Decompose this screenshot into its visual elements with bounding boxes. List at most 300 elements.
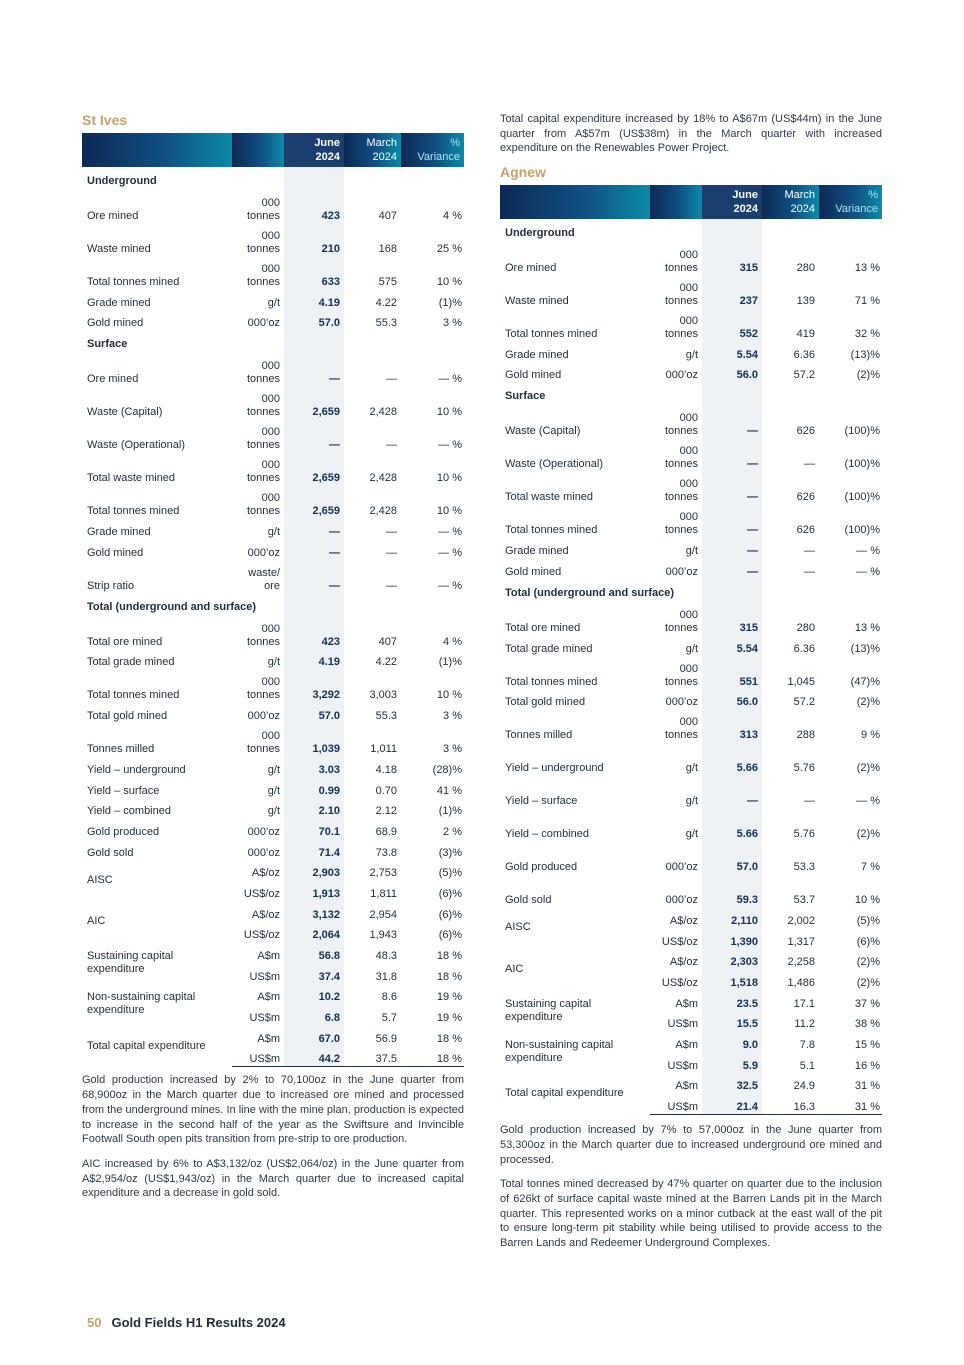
- june-value: 315: [702, 602, 762, 635]
- section-label: Total (underground and surface): [87, 600, 257, 613]
- table-row: [82, 860, 464, 881]
- unit-cell: 000’oz: [665, 894, 698, 907]
- table-row: [500, 341, 882, 362]
- header-unit: [232, 133, 284, 167]
- june-value: 10.2: [284, 984, 344, 1005]
- june-value: 67.0: [284, 1025, 344, 1046]
- june-value: 71.4: [284, 839, 344, 860]
- march-value: 5.76: [793, 762, 815, 775]
- june-value: 2,903: [284, 860, 344, 881]
- blank-cell: [401, 593, 464, 616]
- june-value: 21.4: [702, 1093, 762, 1114]
- june-value: 1,913: [284, 880, 344, 901]
- variance-value: — %: [438, 439, 462, 452]
- row-label: Waste (Capital): [505, 425, 581, 438]
- variance-value: (6)%: [438, 929, 462, 942]
- row-label: Yield – combined: [505, 828, 589, 841]
- march-value: 24.9: [793, 1080, 815, 1093]
- st-ives-paragraph-1: Gold production increased by 2% to 70,100oz in the June quarter from 68,900oz in the March quarter due to increased ore mined and processed from the underground mines. In line with the mine plan, production is expected to increase in the second half of the year as the Swiftsure and Invincible Footwall South open pits transition from pre-strip to ore production.: [82, 1074, 464, 1146]
- header-march: [344, 133, 401, 167]
- unit-cell: g/t: [267, 805, 280, 818]
- row-label: Grade mined: [505, 545, 569, 558]
- variance-value: 19 %: [436, 991, 462, 1004]
- unit-cell: A$m: [675, 997, 698, 1010]
- variance-value: 38 %: [854, 1018, 880, 1031]
- march-value: 139: [796, 295, 815, 308]
- june-cell: [284, 593, 344, 616]
- agnew-title: Agnew: [500, 164, 546, 181]
- unit-cell: g/t: [267, 763, 280, 776]
- row-label: AIC: [505, 962, 524, 975]
- june-value: —: [702, 558, 762, 579]
- unit-cell: US$/oz: [661, 976, 698, 989]
- blank-cell: [762, 579, 819, 602]
- header-june-label: June 2024: [314, 137, 340, 163]
- variance-value: 10 %: [436, 689, 462, 702]
- variance-value: 3 %: [443, 317, 462, 330]
- variance-value: 10 %: [436, 276, 462, 288]
- row-label: Sustaining capital expenditure: [505, 997, 592, 1023]
- variance-value: (6)%: [856, 935, 880, 948]
- row-label: Ore mined: [87, 210, 139, 222]
- march-value: —: [804, 565, 815, 578]
- table-row: [82, 723, 464, 756]
- row-label: Waste (Operational): [87, 439, 186, 452]
- june-cell: [284, 167, 344, 190]
- march-value: 48.3: [375, 950, 397, 962]
- june-value: 4.19: [284, 649, 344, 670]
- june-value: —: [284, 539, 344, 560]
- table-row: [82, 518, 464, 539]
- variance-value: 10 %: [854, 894, 880, 907]
- unit-cell: A$m: [257, 1032, 280, 1045]
- march-value: —: [386, 439, 397, 452]
- march-value: 575: [378, 276, 397, 288]
- row-label: Non-sustaining capital expenditure: [505, 1039, 614, 1065]
- table-row: [500, 405, 882, 438]
- march-value: —: [804, 545, 815, 558]
- unit-cell: A$/oz: [669, 914, 698, 927]
- table-row: [500, 1073, 882, 1094]
- table-row: [500, 308, 882, 341]
- header-blank: [500, 185, 650, 219]
- variance-value: 7 %: [861, 861, 880, 874]
- variance-value: 18 %: [436, 970, 462, 983]
- row-label: Gold sold: [505, 894, 552, 907]
- blank-cell: [762, 382, 819, 405]
- unit-cell: US$/oz: [243, 929, 280, 942]
- march-value: 626: [796, 425, 815, 438]
- march-value: 31.8: [375, 970, 397, 983]
- row-label: Tonnes milled: [87, 743, 155, 756]
- unit-cell: US$/oz: [243, 887, 280, 900]
- variance-value: (2)%: [856, 369, 880, 382]
- section-row: [82, 330, 464, 353]
- variance-value: (6)%: [438, 908, 462, 921]
- march-value: 168: [378, 243, 397, 255]
- agnew-paragraph-2: Total tonnes mined decreased by 47% quarter on quarter due to the inclusion of 626kt of surface capital waste mined at the Barren Lands pit in the March quarter. This represented works on a minor cutback at the east wall of the pit to ensure long-term pit stability while being utilised to provide access to the Barren Lands and Redeemer Underground Complexes.: [500, 1178, 882, 1250]
- blank-cell: [819, 579, 882, 602]
- st-ives-table: [82, 133, 464, 1067]
- row-label: Ore mined: [505, 262, 557, 275]
- table-row: [500, 438, 882, 471]
- unit-cell: g/t: [685, 795, 698, 808]
- section-label: Underground: [87, 175, 157, 187]
- june-value: —: [702, 775, 762, 808]
- june-cell: [702, 579, 762, 602]
- march-value: 1,486: [787, 976, 815, 989]
- table-row: [82, 452, 464, 485]
- table-row: [500, 907, 882, 928]
- june-value: 23.5: [702, 990, 762, 1011]
- variance-value: 31 %: [854, 1080, 880, 1093]
- june-cell: [284, 330, 344, 353]
- variance-value: 3 %: [443, 743, 462, 756]
- section-row: [500, 382, 882, 405]
- header-variance-label: % Variance: [835, 189, 878, 216]
- march-value: 5.76: [793, 828, 815, 841]
- row-label: Waste mined: [87, 243, 151, 255]
- unit-cell: g/t: [685, 642, 698, 655]
- unit-cell: 000 tonnes: [246, 230, 280, 255]
- row-label: Total waste mined: [505, 491, 594, 504]
- june-value: 70.1: [284, 818, 344, 839]
- march-value: 2.12: [375, 805, 397, 818]
- table-row: [82, 616, 464, 649]
- june-value: 552: [702, 308, 762, 341]
- blank-cell: [344, 330, 401, 353]
- june-cell: [702, 219, 762, 242]
- march-value: 1,811: [370, 887, 397, 900]
- row-label: Gold produced: [505, 861, 578, 874]
- table-row: [500, 709, 882, 742]
- june-value: 56.0: [702, 362, 762, 383]
- table-row: [500, 275, 882, 308]
- march-value: 5.7: [381, 1012, 397, 1025]
- table-row: [82, 190, 464, 223]
- table-row: [500, 808, 882, 841]
- june-value: 56.8: [284, 942, 344, 963]
- header-unit: [650, 185, 702, 219]
- june-value: —: [284, 518, 344, 539]
- blank-cell: [819, 219, 882, 242]
- unit-cell: US$m: [232, 1046, 284, 1067]
- row-label: Tonnes milled: [505, 729, 573, 742]
- unit-cell: US$/oz: [661, 935, 698, 948]
- june-value: 6.8: [284, 1004, 344, 1025]
- june-value: 210: [284, 223, 344, 256]
- row-label: Total tonnes mined: [505, 675, 598, 688]
- june-value: 5.54: [702, 635, 762, 656]
- header-blank: [82, 133, 232, 167]
- row-label: Total tonnes mined: [505, 524, 598, 537]
- june-value: 3,132: [284, 901, 344, 922]
- variance-value: 19 %: [436, 1012, 462, 1025]
- june-value: 423: [284, 616, 344, 649]
- section-row: [500, 579, 882, 602]
- table-row: [82, 353, 464, 386]
- blank-cell: [819, 382, 882, 405]
- march-value: —: [804, 458, 815, 471]
- table-row: [82, 485, 464, 518]
- march-value: —: [804, 795, 815, 808]
- blank-cell: [401, 167, 464, 190]
- june-value: 423: [284, 190, 344, 223]
- unit-cell: 000 tonnes: [664, 608, 698, 634]
- june-value: —: [702, 471, 762, 504]
- march-value: 3,003: [369, 689, 397, 702]
- header-june: [702, 185, 762, 219]
- row-label: Waste (Operational): [505, 458, 604, 471]
- row-label: AIC: [87, 915, 106, 928]
- june-value: 1,518: [702, 969, 762, 990]
- variance-value: (1)%: [438, 656, 462, 669]
- blank-cell: [401, 330, 464, 353]
- june-value: 37.4: [284, 963, 344, 984]
- variance-value: 9 %: [861, 729, 880, 742]
- march-value: 4.18: [375, 763, 397, 776]
- row-label: Total waste mined: [87, 472, 176, 485]
- row-label: Yield – surface: [87, 784, 160, 797]
- march-value: 2,428: [369, 406, 397, 419]
- march-value: 73.8: [375, 846, 397, 859]
- variance-value: 18 %: [436, 950, 462, 962]
- variance-value: 32 %: [854, 328, 880, 341]
- variance-value: (2)%: [856, 828, 880, 841]
- unit-cell: 000 tonnes: [664, 315, 698, 341]
- table-row: [82, 984, 464, 1005]
- variance-value: (5)%: [438, 867, 462, 880]
- june-value: —: [284, 419, 344, 452]
- june-value: 15.5: [702, 1011, 762, 1032]
- unit-cell: 000 tonnes: [246, 360, 280, 386]
- march-value: 419: [796, 328, 815, 341]
- march-value: 2,002: [787, 914, 815, 927]
- march-value: 0.70: [375, 784, 397, 797]
- table-row: [82, 223, 464, 256]
- row-label: Gold produced: [87, 825, 160, 838]
- unit-cell: 000 tonnes: [664, 662, 698, 688]
- june-value: 56.0: [702, 689, 762, 710]
- unit-cell: 000 tonnes: [664, 282, 698, 308]
- variance-value: (100)%: [844, 491, 880, 504]
- variance-value: 10 %: [436, 472, 462, 485]
- row-label: Total capital expenditure: [87, 1039, 206, 1052]
- unit-cell: 000 tonnes: [246, 492, 280, 518]
- variance-value: (13)%: [850, 642, 880, 655]
- unit-cell: 000’oz: [665, 696, 698, 709]
- march-value: 288: [796, 729, 815, 742]
- march-value: 1,943: [369, 929, 397, 942]
- march-value: 1,317: [787, 935, 815, 948]
- unit-cell: 000 tonnes: [246, 459, 280, 485]
- row-label: Grade mined: [505, 348, 569, 361]
- row-label: Gold mined: [87, 546, 144, 559]
- section-row: [82, 593, 464, 616]
- st-ives-column: [82, 112, 464, 1211]
- unit-cell: 000 tonnes: [246, 263, 280, 288]
- variance-value: — %: [438, 526, 462, 539]
- unit-cell: 000’oz: [247, 846, 280, 859]
- header-march-label: March 2024: [784, 189, 815, 216]
- june-value: 313: [702, 709, 762, 742]
- march-value: 55.3: [375, 317, 397, 330]
- row-label: AISC: [87, 873, 113, 886]
- row-label: Total gold mined: [87, 710, 168, 723]
- march-value: 16.3: [762, 1093, 819, 1114]
- table-row: [82, 289, 464, 310]
- table-row: [500, 362, 882, 383]
- row-label: Total tonnes mined: [505, 328, 598, 341]
- march-value: 280: [796, 621, 815, 634]
- unit-cell: A$/oz: [251, 908, 280, 921]
- june-value: 315: [702, 242, 762, 275]
- row-label: Strip ratio: [87, 579, 135, 592]
- table-row: [500, 558, 882, 579]
- table-row: [82, 669, 464, 702]
- variance-value: (5)%: [856, 914, 880, 927]
- variance-value: 13 %: [854, 262, 880, 275]
- table-row: [82, 901, 464, 922]
- table-row: [82, 560, 464, 593]
- unit-cell: 000 tonnes: [246, 676, 280, 702]
- variance-value: (100)%: [844, 458, 880, 471]
- row-label: Total grade mined: [87, 656, 175, 669]
- unit-cell: g/t: [267, 526, 280, 539]
- june-value: —: [702, 504, 762, 537]
- march-value: 17.1: [793, 997, 815, 1010]
- table-row: [500, 990, 882, 1011]
- agnew-column: [500, 112, 882, 1261]
- header-variance: [819, 185, 882, 219]
- table-row: [82, 1025, 464, 1046]
- agnew-body: [500, 219, 882, 1115]
- table-row: [82, 649, 464, 670]
- variance-value: 18 %: [401, 1046, 464, 1067]
- variance-value: (3)%: [438, 846, 462, 859]
- unit-cell: 000 tonnes: [246, 197, 280, 222]
- blank-cell: [344, 167, 401, 190]
- row-label: Grade mined: [87, 296, 151, 309]
- unit-cell: A$m: [257, 991, 280, 1004]
- june-value: 237: [702, 275, 762, 308]
- unit-cell: 000’oz: [665, 861, 698, 874]
- june-value: 9.0: [702, 1031, 762, 1052]
- row-label: Yield – underground: [87, 763, 186, 776]
- unit-cell: 000 tonnes: [246, 622, 280, 648]
- march-value: 8.6: [381, 991, 397, 1004]
- unit-cell: g/t: [267, 296, 280, 309]
- june-value: 551: [702, 656, 762, 689]
- unit-cell: g/t: [685, 545, 698, 558]
- table-row: [82, 756, 464, 777]
- row-label: Grade mined: [87, 526, 151, 539]
- variance-value: — %: [438, 546, 462, 559]
- june-value: —: [702, 438, 762, 471]
- table-row: [500, 1031, 882, 1052]
- row-label: Ore mined: [87, 373, 139, 386]
- header-march-label: March 2024: [366, 137, 397, 163]
- row-label: Non-sustaining capital expenditure: [87, 991, 196, 1017]
- unit-cell: g/t: [267, 656, 280, 669]
- june-value: 57.0: [284, 702, 344, 723]
- variance-value: 13 %: [854, 621, 880, 634]
- march-value: 57.2: [793, 696, 815, 709]
- unit-cell: 000’oz: [247, 825, 280, 838]
- june-value: 2,110: [702, 907, 762, 928]
- table-row: [500, 602, 882, 635]
- row-label: Gold sold: [87, 846, 134, 859]
- variance-value: — %: [856, 565, 880, 578]
- june-value: 5.66: [702, 742, 762, 775]
- unit-cell: A$m: [675, 1039, 698, 1052]
- march-value: —: [386, 579, 397, 592]
- march-value: 280: [796, 262, 815, 275]
- march-value: 4.22: [375, 656, 397, 669]
- variance-value: (28)%: [432, 763, 462, 776]
- row-label: Yield – surface: [505, 795, 578, 808]
- unit-cell: 000 tonnes: [664, 412, 698, 438]
- section-label: Underground: [505, 227, 575, 240]
- table-row: [500, 504, 882, 537]
- agnew-table: [500, 185, 882, 1115]
- june-value: 3,292: [284, 669, 344, 702]
- row-label: AISC: [505, 921, 531, 934]
- unit-cell: US$m: [249, 1012, 280, 1025]
- variance-value: 16 %: [854, 1059, 880, 1072]
- june-value: 2,659: [284, 386, 344, 419]
- row-label: Sustaining capital expenditure: [87, 950, 174, 975]
- variance-value: 41 %: [436, 784, 462, 797]
- table-row: [82, 839, 464, 860]
- row-label: Total ore mined: [87, 635, 163, 648]
- unit-cell: A$m: [257, 950, 280, 962]
- june-value: 0.99: [284, 777, 344, 798]
- row-label: Gold mined: [505, 565, 562, 578]
- june-value: 4.19: [284, 289, 344, 310]
- header-variance: [401, 133, 464, 167]
- variance-value: 37 %: [854, 997, 880, 1010]
- unit-cell: 000’oz: [247, 546, 280, 559]
- unit-cell: 000’oz: [665, 369, 698, 382]
- page-footer: [87, 1315, 286, 1330]
- table-row: [500, 689, 882, 710]
- table-row: [500, 742, 882, 775]
- march-value: 37.5: [344, 1046, 401, 1067]
- variance-value: 25 %: [436, 243, 462, 255]
- variance-value: (6)%: [438, 887, 462, 900]
- table-row: [500, 841, 882, 874]
- unit-cell: 000 tonnes: [246, 393, 280, 419]
- june-value: 5.66: [702, 808, 762, 841]
- table-row: [82, 702, 464, 723]
- march-value: 626: [796, 524, 815, 537]
- variance-value: — %: [438, 579, 462, 592]
- unit-cell: g/t: [685, 348, 698, 361]
- march-value: 6.36: [793, 642, 815, 655]
- variance-value: 31 %: [819, 1093, 882, 1114]
- unit-cell: US$m: [650, 1093, 702, 1114]
- june-cell: [702, 382, 762, 405]
- june-value: —: [702, 537, 762, 558]
- table-row: [82, 777, 464, 798]
- table-row: [500, 537, 882, 558]
- variance-value: 18 %: [436, 1032, 462, 1045]
- march-value: 55.3: [375, 710, 397, 723]
- unit-cell: waste/ ore: [248, 566, 280, 592]
- march-value: 2,258: [787, 956, 815, 969]
- unit-cell: g/t: [685, 762, 698, 775]
